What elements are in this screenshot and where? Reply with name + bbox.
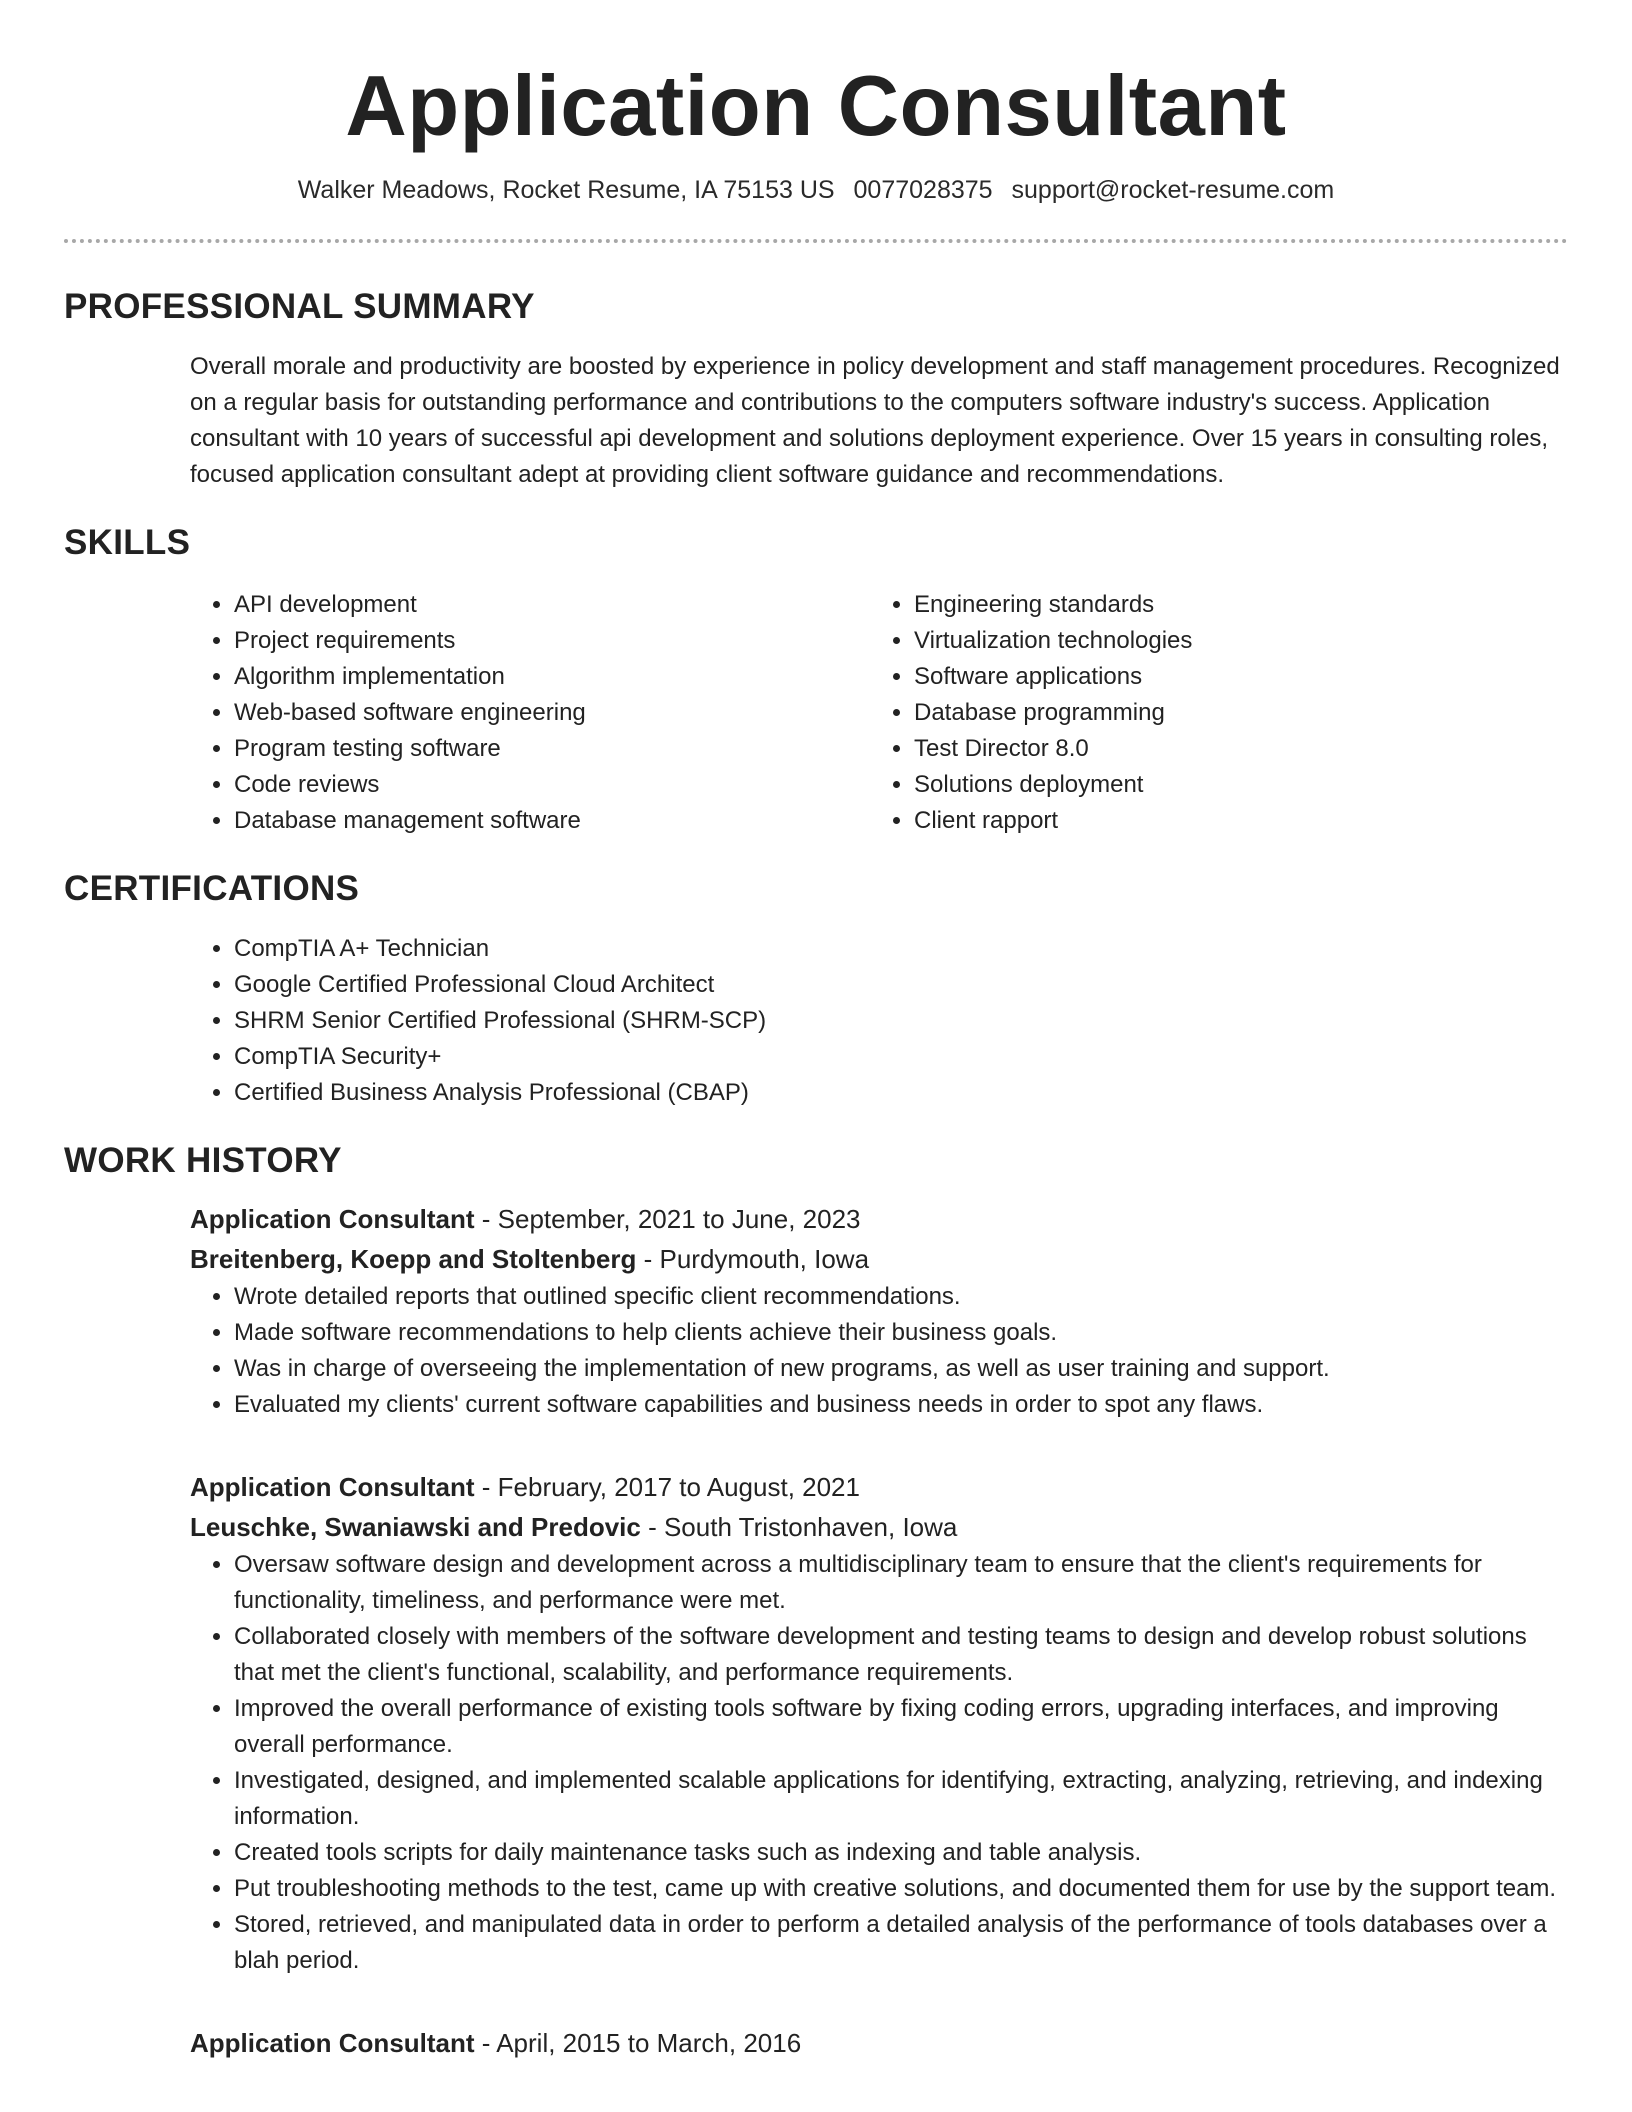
skills-column-right	[870, 587, 1550, 839]
job-duty: • Oversaw software design and development across a multidisciplinary team to ensure that the client's requirements for functionality, timeliness, and performance were met.	[234, 1547, 1568, 1619]
job-entry	[190, 1199, 1568, 1423]
skill-item: • Web-based software engineering	[234, 695, 870, 731]
contact-email: support@rocket-resume.com	[1011, 175, 1335, 204]
job-entry	[190, 2023, 1568, 2063]
job-role: Application Consultant	[190, 1471, 475, 1502]
job-duties-list	[190, 1279, 1568, 1423]
skills-heading: SKILLS	[64, 522, 191, 562]
job-duty: • Stored, retrieved, and manipulated data in order to perform a detailed analysis of the performance of tools databases over a blah period.	[234, 1907, 1568, 1979]
job-duties-list	[190, 1547, 1568, 1979]
job-duty: • Improved the overall performance of existing tools software by fixing coding errors, upgrading interfaces, and improving overall performance.	[234, 1691, 1568, 1763]
skill-item: • Algorithm implementation	[234, 659, 870, 695]
skills-list-right	[870, 587, 1550, 839]
job-location: - Purdymouth, Iowa	[636, 1243, 870, 1274]
work-history-heading: WORK HISTORY	[64, 1140, 342, 1180]
job-duty: • Made software recommendations to help clients achieve their business goals.	[234, 1315, 1568, 1351]
job-duty: • Investigated, designed, and implemented scalable applications for identifying, extracting, analyzing, retrieving, and indexing information.	[234, 1763, 1568, 1835]
job-dates: - September, 2021 to June, 2023	[474, 1203, 861, 1234]
job-company: Leuschke, Swaniawski and Predovic	[190, 1511, 641, 1542]
resume-title: Application Consultant	[345, 59, 1287, 154]
skill-item: • Code reviews	[234, 767, 870, 803]
contact-address: Walker Meadows, Rocket Resume, IA 75153 US	[297, 175, 835, 204]
skill-item: • Program testing software	[234, 731, 870, 767]
job-duty: • Collaborated closely with members of the software development and testing teams to design and develop robust solutions that met the client's functional, scalability, and performance requirements.	[234, 1619, 1568, 1691]
skill-item: • Engineering standards	[914, 587, 1550, 623]
job-duty: • Was in charge of overseeing the implementation of new programs, as well as user training and support.	[234, 1351, 1568, 1387]
job-company-line	[190, 1507, 1568, 1547]
job-dates: - February, 2017 to August, 2021	[474, 1471, 860, 1502]
job-duty: • Put troubleshooting methods to the test, came up with creative solutions, and documented them for use by the support team.	[234, 1871, 1568, 1907]
contact-line	[64, 176, 1568, 205]
job-duty: • Evaluated my clients' current software capabilities and business needs in order to spot any flaws.	[234, 1387, 1568, 1423]
skill-item: • Project requirements	[234, 623, 870, 659]
certification-item: • Certified Business Analysis Professional (CBAP)	[234, 1075, 1568, 1111]
job-dates: - April, 2015 to March, 2016	[474, 2027, 802, 2058]
job-entry	[190, 1467, 1568, 1979]
header-divider	[64, 239, 1568, 243]
job-title-line	[190, 2023, 1568, 2063]
job-title-line	[190, 1199, 1568, 1239]
certification-item: • CompTIA A+ Technician	[234, 931, 1568, 967]
certifications-heading: CERTIFICATIONS	[64, 868, 360, 908]
skills-grid	[190, 587, 1568, 839]
skills-column-left	[190, 587, 870, 839]
job-title-line	[190, 1467, 1568, 1507]
certifications-body	[190, 931, 1568, 1111]
skill-item: • API development	[234, 587, 870, 623]
job-location: - South Tristonhaven, Iowa	[640, 1511, 958, 1542]
certification-item: • SHRM Senior Certified Professional (SHRM-SCP)	[234, 1003, 1568, 1039]
job-role: Application Consultant	[190, 1203, 475, 1234]
skill-item: • Database management software	[234, 803, 870, 839]
certifications-list	[190, 931, 1568, 1111]
summary-heading: PROFESSIONAL SUMMARY	[64, 286, 535, 326]
job-company-line	[190, 1239, 1568, 1279]
work-history-body	[190, 1199, 1568, 2063]
skill-item: • Virtualization technologies	[914, 623, 1550, 659]
skills-list-left	[190, 587, 870, 839]
job-duty: • Wrote detailed reports that outlined specific client recommendations.	[234, 1279, 1568, 1315]
certification-item: • CompTIA Security+	[234, 1039, 1568, 1075]
skill-item: • Solutions deployment	[914, 767, 1550, 803]
job-company: Breitenberg, Koepp and Stoltenberg	[190, 1243, 637, 1274]
contact-phone: 0077028375	[853, 175, 993, 204]
job-duty: • Created tools scripts for daily maintenance tasks such as indexing and table analysis.	[234, 1835, 1568, 1871]
skill-item: • Test Director 8.0	[914, 731, 1550, 767]
skill-item: • Database programming	[914, 695, 1550, 731]
skill-item: • Client rapport	[914, 803, 1550, 839]
skill-item: • Software applications	[914, 659, 1550, 695]
summary-text: Overall morale and productivity are boosted by experience in policy development and staff management procedures. Recognized on a regular basis for outstanding performance and contributions to the computers software industry's success. Application consultant with 10 years of successful api development and solutions deployment experience. Over 15 years in consulting roles, focused application consultant adept at providing client software guidance and recommendations.	[190, 352, 1560, 488]
certification-item: • Google Certified Professional Cloud Architect	[234, 967, 1568, 1003]
job-role: Application Consultant	[190, 2027, 475, 2058]
